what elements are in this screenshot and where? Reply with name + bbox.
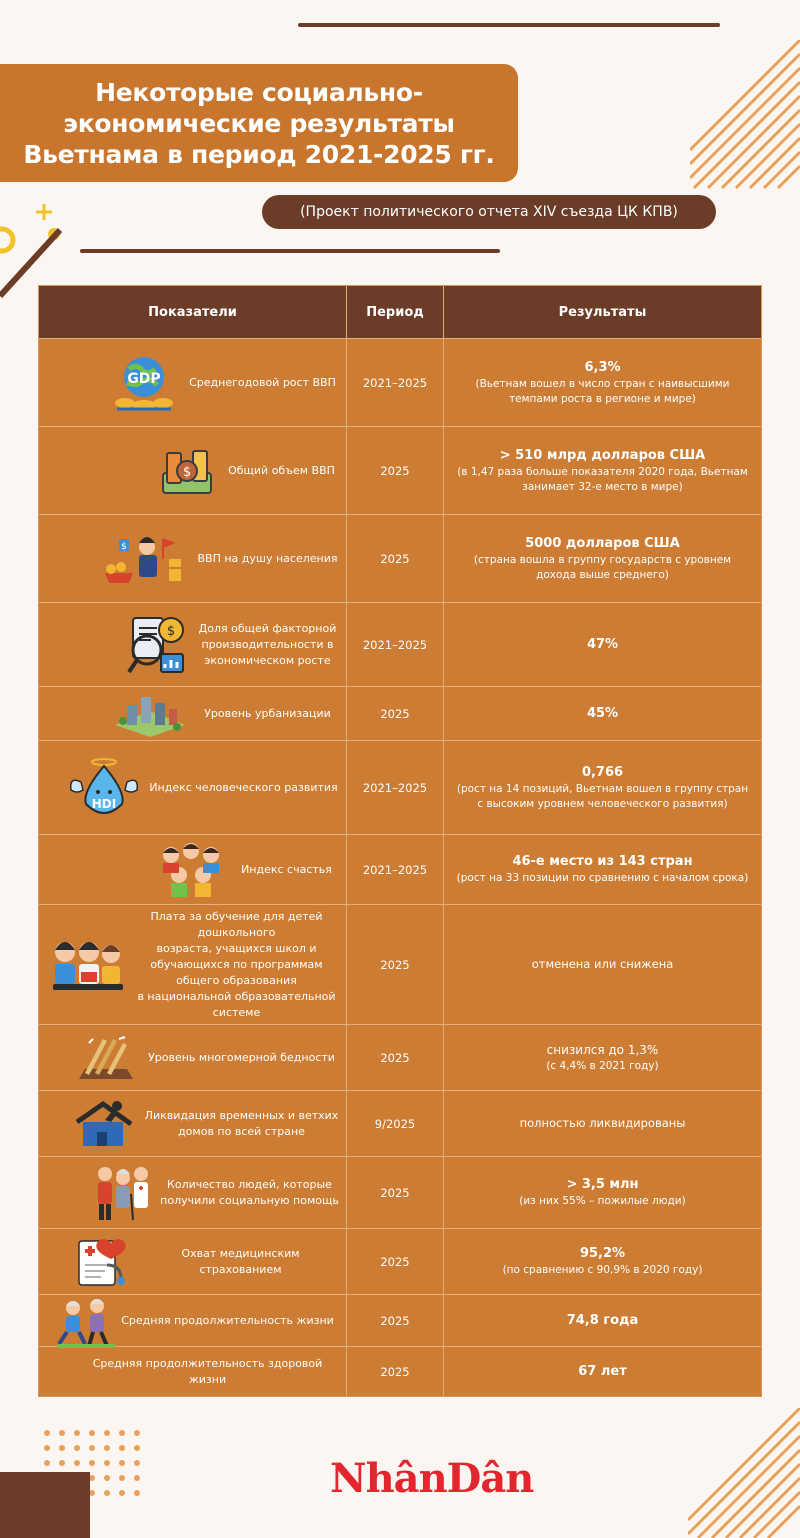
- indicator-label: Плата за обучение для детей дошкольного возраста, учащихся школ и обучающихся по программам общего образования в национальной образовательной системе: [137, 909, 336, 1019]
- mid-divider: [80, 249, 500, 253]
- investor-icon: [103, 533, 187, 585]
- period-value: 9/2025: [347, 1091, 444, 1156]
- indicator-label: Уровень урбанизации: [204, 706, 331, 720]
- city-icon: [113, 691, 187, 737]
- period-value: 2025: [347, 1025, 444, 1090]
- result-value: 0,766: [581, 764, 624, 780]
- result-note: (рост на 33 позиции по сравнению с началом срока): [456, 872, 749, 884]
- result-value: 6,3%: [584, 359, 621, 375]
- table-row: [39, 904, 761, 1024]
- result-value: снизился до 1,3%: [546, 1043, 659, 1057]
- result-note: (из них 55% – пожилые люди): [519, 1195, 686, 1207]
- hdi-icon: [69, 756, 139, 820]
- period-value: 2025: [347, 687, 444, 740]
- indicator-label: Среднегодовой рост ВВП: [189, 375, 336, 389]
- column-header-indicator: Показатели: [39, 286, 347, 338]
- result-value: 47%: [586, 636, 619, 652]
- indicator-label: Средняя продолжительность жизни: [121, 1313, 334, 1327]
- table-row: [39, 1346, 761, 1396]
- top-divider: [298, 23, 720, 27]
- svg-text:$: $: [182, 464, 192, 480]
- gdp-globe-icon: [111, 353, 177, 413]
- result-value: 5000 долларов США: [525, 535, 680, 551]
- column-header-result: Результаты: [558, 304, 647, 320]
- svg-text:HDI: HDI: [91, 796, 117, 811]
- social-care-icon: [93, 1164, 151, 1222]
- indicator-label: Средняя продолжительность здоровой жизни: [92, 1356, 323, 1386]
- period-value: 2025: [347, 1229, 444, 1294]
- svg-text:$: $: [121, 541, 127, 552]
- table-row: [39, 740, 761, 834]
- result-note: (Вьетнам вошел в число стран с наивысшими темпами роста в регионе и мире): [475, 377, 730, 405]
- period-value: 2025: [347, 515, 444, 602]
- period-value: 2025: [347, 905, 444, 1024]
- table-row: [39, 834, 761, 904]
- result-value: > 510 млрд долларов США: [499, 447, 706, 463]
- indicator-label: Общий объем ВВП: [228, 463, 335, 477]
- elderly-exercise-icon: [57, 1298, 115, 1348]
- period-value: 2021–2025: [347, 339, 444, 426]
- table-row: [39, 1156, 761, 1228]
- result-value: 67 лет: [578, 1363, 627, 1379]
- money-stack-icon: [159, 443, 215, 499]
- house-repair-icon: [73, 1100, 135, 1148]
- subtitle-badge: (Проект политического отчета XIV съезда ЦК КПВ): [262, 195, 716, 229]
- result-note: (рост на 14 позиций, Вьетнам вошел в группу стран с высоким уровнем человеческого развития): [456, 782, 749, 810]
- period-value: 2025: [347, 1347, 444, 1396]
- indicator-label: Охват медицинским страхованием: [181, 1246, 300, 1276]
- result-note: (в 1,47 раза больше показателя 2020 года, Вьетнам занимает 32-е место в мире): [457, 465, 748, 493]
- column-header-period: Период: [347, 286, 444, 338]
- health-insurance-icon: [71, 1235, 133, 1289]
- productivity-analysis-icon: [125, 614, 187, 676]
- nhandan-logo[interactable]: NhânDân: [330, 1455, 534, 1502]
- title-banner: [0, 64, 518, 182]
- result-note: (страна вошла в группу государств с уровнем дохода выше среднего): [473, 553, 732, 581]
- poor-hut-icon: [77, 1033, 135, 1083]
- period-value: 2025: [347, 1157, 444, 1228]
- result-value: 74,8 года: [566, 1312, 639, 1328]
- result-note: (с 4,4% в 2021 году): [546, 1060, 659, 1072]
- table-row: [39, 1090, 761, 1156]
- stripes-top-right: [690, 40, 800, 200]
- period-value: 2021–2025: [347, 741, 444, 834]
- table-row: [39, 686, 761, 740]
- indicator-label: Индекс счастья: [241, 862, 332, 876]
- table-row: [39, 514, 761, 602]
- indicator-label: Индекс человеческого развития: [149, 780, 338, 794]
- result-value: > 3,5 млн: [566, 1177, 639, 1192]
- result-note: полностью ликвидированы: [519, 1116, 686, 1130]
- period-value: 2025: [347, 427, 444, 514]
- table-row: [39, 1294, 761, 1346]
- happy-people-icon: [159, 841, 225, 899]
- indicator-label: Ликвидация временных и ветхих домов по всей стране: [144, 1108, 339, 1138]
- table-row: [39, 426, 761, 514]
- period-value: 2025: [347, 1295, 444, 1346]
- indicator-label: ВВП на душу населения: [197, 551, 338, 565]
- table-row: [39, 1228, 761, 1294]
- indicator-label: Уровень многомерной бедности: [148, 1050, 335, 1064]
- svg-text:$: $: [166, 623, 176, 639]
- table-row: [39, 1024, 761, 1090]
- students-icon: [51, 936, 125, 994]
- table-row: [39, 602, 761, 686]
- result-note: (по сравнению с 90,9% в 2020 году): [502, 1264, 703, 1276]
- result-value: 95,2%: [579, 1246, 626, 1261]
- stripes-bottom-right: [688, 1408, 800, 1538]
- page-title: Некоторые социально- экономические результаты Вьетнама в период 2021-2025 гг.: [23, 77, 495, 169]
- result-value: 45%: [586, 705, 619, 721]
- indicator-label: Количество людей, которые получили социальную помощь: [160, 1177, 339, 1207]
- results-table: [38, 285, 762, 1397]
- svg-text:GDP: GDP: [127, 370, 161, 387]
- indicator-label: Доля общей факторной производительности в экономическом росте: [198, 621, 337, 667]
- table-row: [39, 338, 761, 426]
- table-header: [39, 286, 761, 338]
- corner-block: [0, 1472, 90, 1538]
- result-note: отменена или снижена: [531, 957, 674, 971]
- result-value: 46-е место из 143 стран: [512, 854, 693, 869]
- period-value: 2021–2025: [347, 603, 444, 686]
- period-value: 2021–2025: [347, 835, 444, 904]
